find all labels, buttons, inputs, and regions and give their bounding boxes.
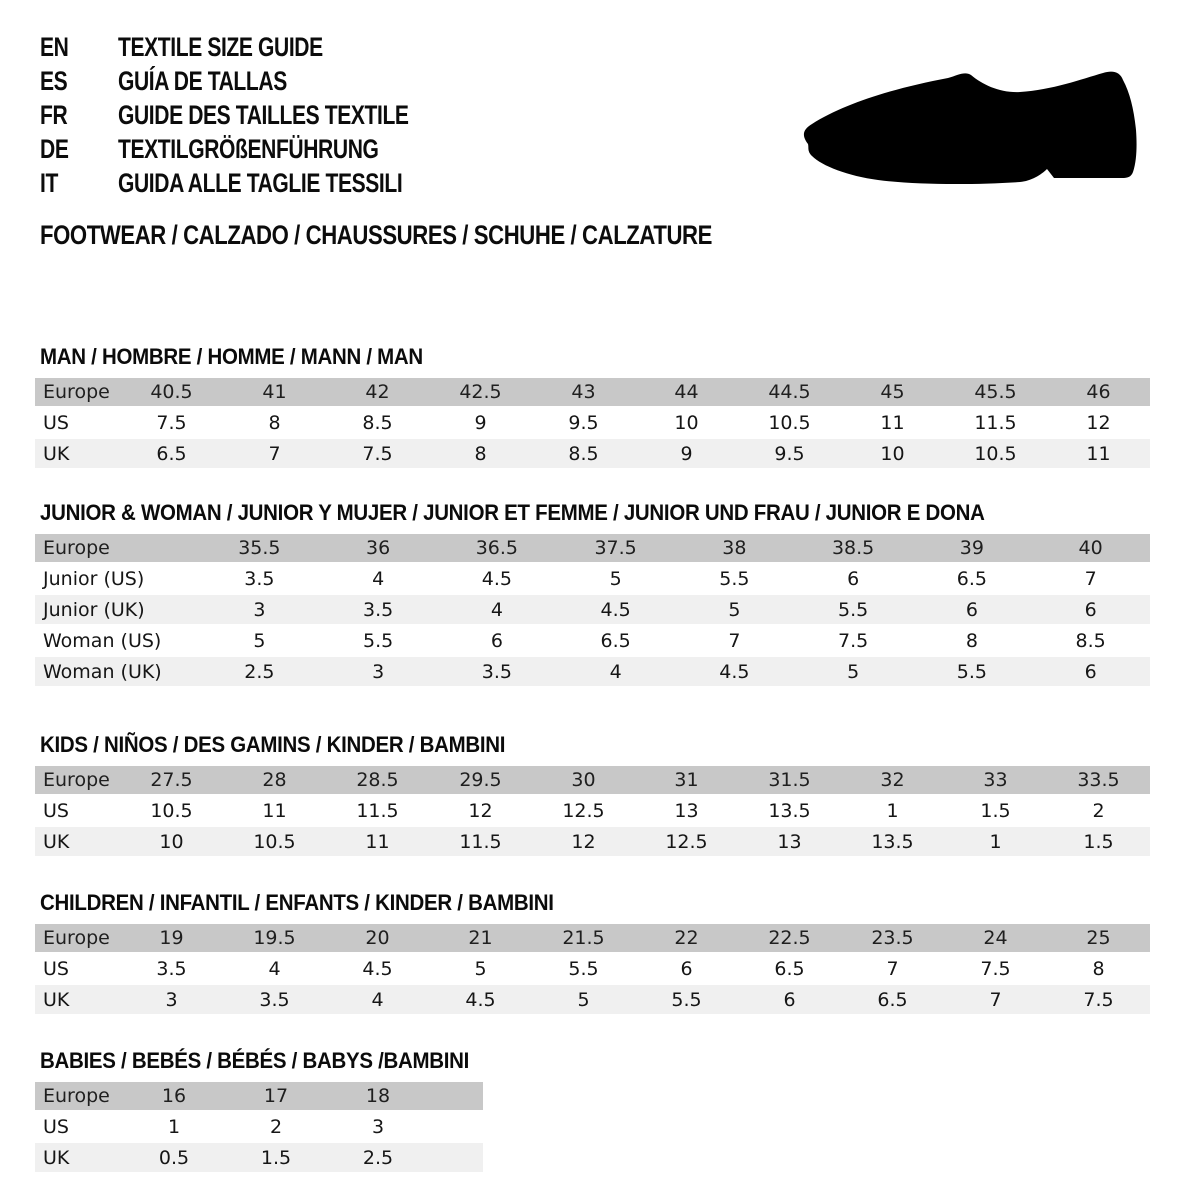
size-cell: 22 (635, 924, 738, 952)
size-cell: 7.5 (944, 954, 1047, 983)
row-label-cell: Woman (US) (35, 626, 200, 655)
size-cell: 3.5 (223, 985, 326, 1014)
size-cell: 42.5 (429, 378, 532, 406)
size-cell: 31.5 (738, 766, 841, 794)
table-row (35, 626, 1150, 655)
language-code: FR (40, 100, 68, 130)
size-cell: 1.5 (225, 1143, 327, 1172)
size-cell: 36.5 (438, 534, 557, 562)
size-cell: 4 (319, 564, 438, 593)
size-cell: 19 (120, 924, 223, 952)
size-cell: 3.5 (319, 595, 438, 624)
size-cell: 38.5 (794, 534, 913, 562)
size-cell: 5.5 (635, 985, 738, 1014)
size-cell: 3 (327, 1112, 429, 1141)
language-label: TEXTILE SIZE GUIDE (118, 32, 323, 62)
size-cell: 33.5 (1047, 766, 1150, 794)
size-cell: 9.5 (532, 408, 635, 437)
table-row (35, 439, 1150, 468)
size-cell: 6 (438, 626, 557, 655)
size-cell: 12 (532, 827, 635, 856)
size-cell: 4.5 (675, 657, 794, 686)
size-cell: 7 (841, 954, 944, 983)
size-cell: 7.5 (794, 626, 913, 655)
section-children (35, 890, 1150, 1016)
size-cell: 12 (429, 796, 532, 825)
size-table-children (35, 922, 1150, 1016)
row-label-cell: Europe (35, 1082, 123, 1110)
row-label-cell: Europe (35, 766, 120, 794)
row-label-cell: Europe (35, 924, 120, 952)
size-cell: 1 (841, 796, 944, 825)
size-table-kids (35, 764, 1150, 858)
size-cell: 16 (123, 1082, 225, 1110)
size-cell: 11 (841, 408, 944, 437)
size-cell: 13 (635, 796, 738, 825)
size-cell: 8 (223, 408, 326, 437)
table-row (35, 657, 1150, 686)
size-cell: 8.5 (532, 439, 635, 468)
row-label-cell: Junior (UK) (35, 595, 200, 624)
size-cell: 35.5 (200, 534, 319, 562)
size-cell: 1 (123, 1112, 225, 1141)
section-babies (35, 1048, 501, 1174)
size-cell: 1.5 (1047, 827, 1150, 856)
size-cell: 45.5 (944, 378, 1047, 406)
size-cell: 2 (1047, 796, 1150, 825)
table-row (35, 827, 1150, 856)
size-cell: 5 (675, 595, 794, 624)
table-title: CHILDREN / INFANTIL / ENFANTS / KINDER / BAMBINI (40, 890, 554, 915)
row-label-cell: US (35, 408, 120, 437)
size-cell: 17 (225, 1082, 327, 1110)
size-cell: 10 (841, 439, 944, 468)
size-cell: 5 (200, 626, 319, 655)
table-header-row (35, 924, 1150, 952)
dress-shoe-icon (800, 48, 1140, 198)
size-cell: 7 (944, 985, 1047, 1014)
size-cell: 21.5 (532, 924, 635, 952)
row-label-cell: Europe (35, 378, 120, 406)
size-cell: 40 (1031, 534, 1150, 562)
size-cell: 7 (223, 439, 326, 468)
size-cell: 10.5 (120, 796, 223, 825)
language-label: TEXTILGRÖßENFÜHRUNG (118, 134, 379, 164)
table-title: JUNIOR & WOMAN / JUNIOR Y MUJER / JUNIOR ET FEMME / JUNIOR UND FRAU / JUNIOR E DONA (40, 500, 985, 525)
size-cell: 44.5 (738, 378, 841, 406)
size-cell: 1.5 (944, 796, 1047, 825)
size-table-junior-woman (35, 532, 1150, 688)
size-cell: 12.5 (635, 827, 738, 856)
size-cell: 45 (841, 378, 944, 406)
section-junior-woman (35, 500, 1150, 688)
category-line: FOOTWEAR / CALZADO / CHAUSSURES / SCHUHE / CALZATURE (40, 220, 712, 250)
size-cell: 10 (120, 827, 223, 856)
size-cell: 3 (120, 985, 223, 1014)
size-cell: 6 (635, 954, 738, 983)
size-cell: 13.5 (841, 827, 944, 856)
language-code: DE (40, 134, 69, 164)
size-cell: 7.5 (120, 408, 223, 437)
row-label-cell: UK (35, 439, 120, 468)
table-row (35, 595, 1150, 624)
table-row (35, 954, 1150, 983)
size-cell: 27.5 (120, 766, 223, 794)
size-cell: 6.5 (841, 985, 944, 1014)
size-cell: 28.5 (326, 766, 429, 794)
size-cell: 20 (326, 924, 429, 952)
table-row (35, 985, 1150, 1014)
size-cell: 5.5 (675, 564, 794, 593)
size-cell: 5.5 (913, 657, 1032, 686)
size-cell: 4.5 (429, 985, 532, 1014)
filler-cell (429, 1112, 483, 1141)
size-cell: 4 (438, 595, 557, 624)
size-cell: 4.5 (556, 595, 675, 624)
size-cell: 8.5 (326, 408, 429, 437)
size-cell: 2.5 (200, 657, 319, 686)
section-kids (35, 732, 1150, 858)
size-table-man (35, 376, 1150, 470)
size-cell: 28 (223, 766, 326, 794)
size-cell: 9 (635, 439, 738, 468)
size-cell: 9 (429, 408, 532, 437)
row-label-cell: UK (35, 1143, 123, 1172)
size-cell: 32 (841, 766, 944, 794)
size-cell: 24 (944, 924, 1047, 952)
size-cell: 40.5 (120, 378, 223, 406)
size-cell: 25 (1047, 924, 1150, 952)
size-cell: 2 (225, 1112, 327, 1141)
size-cell: 4.5 (438, 564, 557, 593)
size-cell: 43 (532, 378, 635, 406)
size-cell: 21 (429, 924, 532, 952)
size-cell: 5.5 (794, 595, 913, 624)
size-cell: 8 (429, 439, 532, 468)
size-cell: 8 (913, 626, 1032, 655)
filler-cell (429, 1143, 483, 1172)
size-cell: 3 (200, 595, 319, 624)
size-cell: 44 (635, 378, 738, 406)
size-cell: 36 (319, 534, 438, 562)
size-cell: 29.5 (429, 766, 532, 794)
language-code: ES (40, 66, 68, 96)
size-cell: 10 (635, 408, 738, 437)
size-cell: 11 (223, 796, 326, 825)
table-header-row (35, 378, 1150, 406)
language-code: IT (40, 168, 58, 198)
size-cell: 3.5 (200, 564, 319, 593)
size-cell: 5 (429, 954, 532, 983)
size-cell: 4 (556, 657, 675, 686)
row-label-cell: UK (35, 985, 120, 1014)
size-cell: 11.5 (429, 827, 532, 856)
size-cell: 41 (223, 378, 326, 406)
size-cell: 6 (913, 595, 1032, 624)
size-cell: 30 (532, 766, 635, 794)
size-cell: 38 (675, 534, 794, 562)
filler-cell (429, 1082, 483, 1110)
size-cell: 7.5 (326, 439, 429, 468)
table-row (35, 1143, 483, 1172)
size-cell: 7.5 (1047, 985, 1150, 1014)
table-title: MAN / HOMBRE / HOMME / MANN / MAN (40, 344, 423, 369)
size-table-babies (35, 1080, 483, 1174)
size-cell: 4 (223, 954, 326, 983)
table-header-row (35, 766, 1150, 794)
size-cell: 4 (326, 985, 429, 1014)
size-cell: 46 (1047, 378, 1150, 406)
size-cell: 11.5 (326, 796, 429, 825)
language-code: EN (40, 32, 69, 62)
size-cell: 5 (556, 564, 675, 593)
size-cell: 42 (326, 378, 429, 406)
table-title: KIDS / NIÑOS / DES GAMINS / KINDER / BAMBINI (40, 732, 506, 757)
row-label-cell: US (35, 1112, 123, 1141)
language-label: GUIDA ALLE TAGLIE TESSILI (118, 168, 403, 198)
size-cell: 23.5 (841, 924, 944, 952)
table-header-row (35, 534, 1150, 562)
size-cell: 3 (319, 657, 438, 686)
size-cell: 31 (635, 766, 738, 794)
size-cell: 0.5 (123, 1143, 225, 1172)
size-cell: 22.5 (738, 924, 841, 952)
size-cell: 8.5 (1031, 626, 1150, 655)
row-label-cell: Europe (35, 534, 200, 562)
row-label-cell: US (35, 796, 120, 825)
size-cell: 11 (326, 827, 429, 856)
size-cell: 6.5 (556, 626, 675, 655)
table-row (35, 564, 1150, 593)
size-cell: 11 (1047, 439, 1150, 468)
table-row (35, 408, 1150, 437)
size-cell: 1 (944, 827, 1047, 856)
row-label-cell: Junior (US) (35, 564, 200, 593)
size-cell: 6 (794, 564, 913, 593)
size-cell: 7 (1031, 564, 1150, 593)
language-label: GUIDE DES TAILLES TEXTILE (118, 100, 409, 130)
table-header-row (35, 1082, 483, 1110)
size-cell: 37.5 (556, 534, 675, 562)
size-cell: 6 (1031, 657, 1150, 686)
size-cell: 10.5 (738, 408, 841, 437)
size-cell: 19.5 (223, 924, 326, 952)
size-cell: 33 (944, 766, 1047, 794)
size-cell: 18 (327, 1082, 429, 1110)
size-cell: 6 (1031, 595, 1150, 624)
size-cell: 10.5 (223, 827, 326, 856)
size-cell: 6.5 (913, 564, 1032, 593)
language-label: GUÍA DE TALLAS (118, 66, 287, 96)
size-cell: 39 (913, 534, 1032, 562)
size-cell: 13.5 (738, 796, 841, 825)
size-cell: 3.5 (120, 954, 223, 983)
table-title: BABIES / BEBÉS / BÉBÉS / BABYS /BAMBINI (40, 1048, 470, 1073)
row-label-cell: Woman (UK) (35, 657, 200, 686)
size-cell: 6.5 (120, 439, 223, 468)
table-row (35, 1112, 483, 1141)
size-cell: 10.5 (944, 439, 1047, 468)
size-cell: 7 (675, 626, 794, 655)
section-man (35, 344, 1150, 470)
size-cell: 11.5 (944, 408, 1047, 437)
size-cell: 12.5 (532, 796, 635, 825)
size-cell: 13 (738, 827, 841, 856)
size-cell: 5 (532, 985, 635, 1014)
size-cell: 3.5 (438, 657, 557, 686)
size-cell: 4.5 (326, 954, 429, 983)
size-cell: 6.5 (738, 954, 841, 983)
size-cell: 6 (738, 985, 841, 1014)
size-cell: 5 (794, 657, 913, 686)
size-cell: 5.5 (532, 954, 635, 983)
row-label-cell: US (35, 954, 120, 983)
row-label-cell: UK (35, 827, 120, 856)
table-row (35, 796, 1150, 825)
size-cell: 9.5 (738, 439, 841, 468)
size-cell: 5.5 (319, 626, 438, 655)
size-cell: 12 (1047, 408, 1150, 437)
size-cell: 8 (1047, 954, 1150, 983)
size-cell: 2.5 (327, 1143, 429, 1172)
